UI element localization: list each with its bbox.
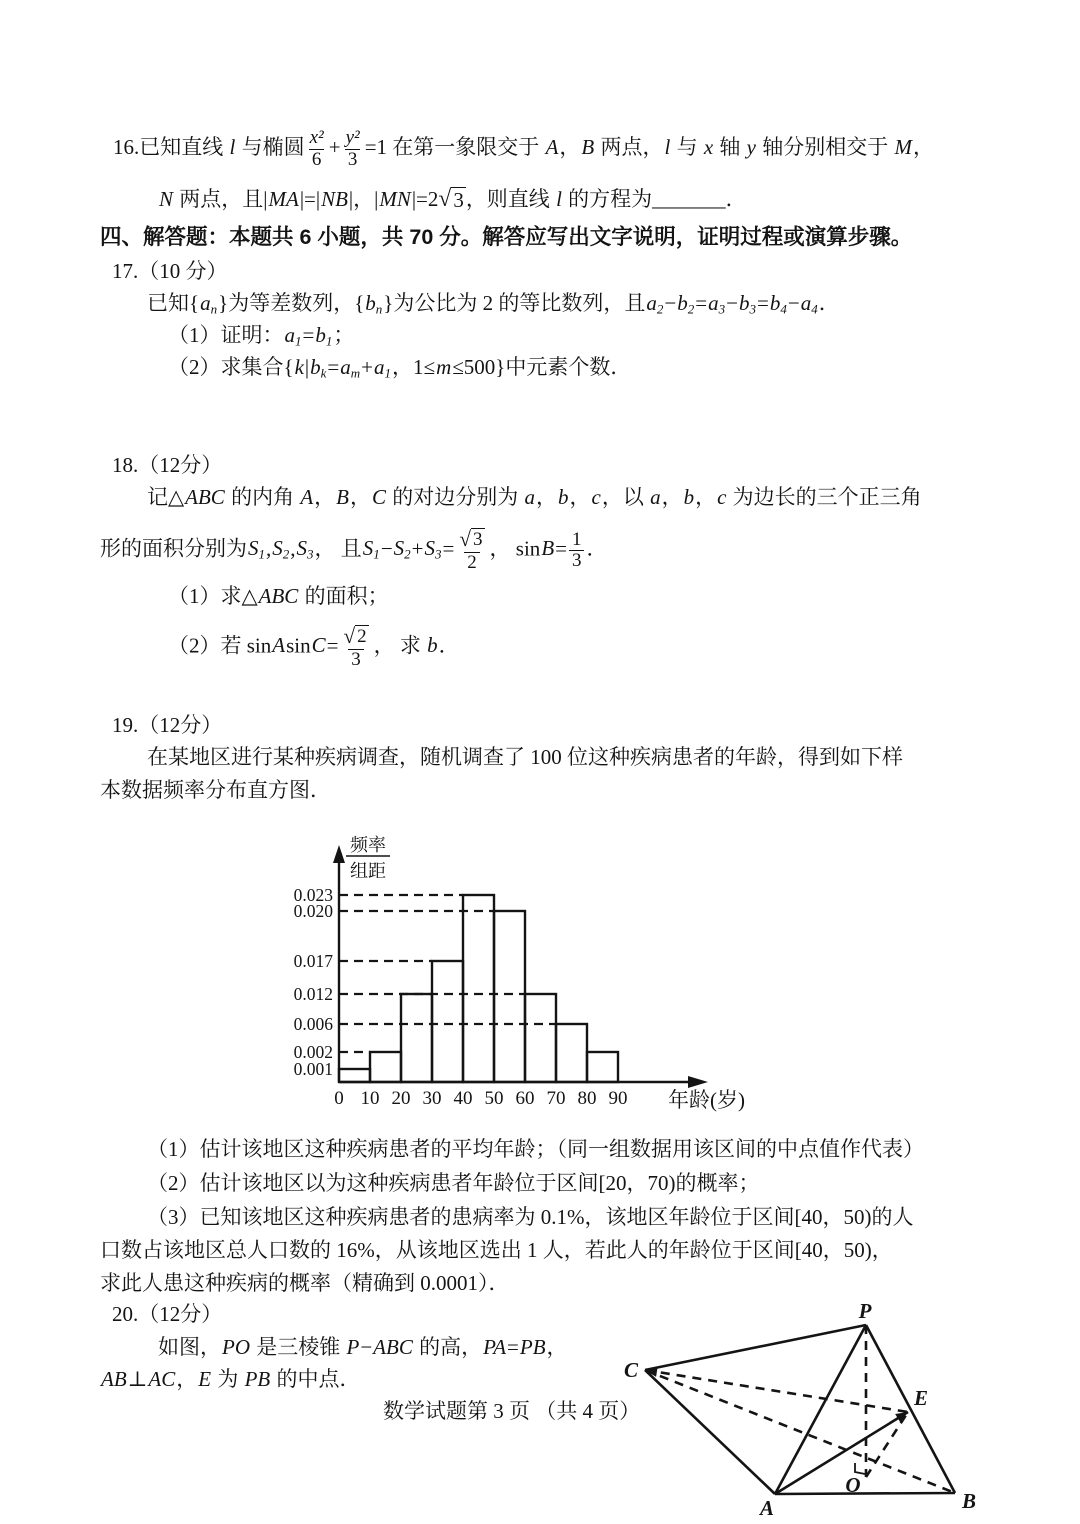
question-18-line-2: 形的面积分别为$S_1,S_2,S_3$， 且$S_1-S_2+S_3=$ √ 3 2 ， sinB= $\frac{1}{3}$ ．	[100, 527, 608, 573]
x-tick-label: 70	[546, 1088, 566, 1109]
x-tick-label: 10	[360, 1088, 380, 1109]
hist-bar-[40,50)	[463, 895, 494, 1082]
hist-bar-[80,90)	[587, 1052, 618, 1082]
x-tick-label: 60	[515, 1088, 535, 1109]
question-16-line-2: N 两点，且|MA|=|NB|，|MN|=2 √ 3 ，则直线 l 的方程为_______．	[159, 186, 747, 212]
edge-PB	[866, 1325, 955, 1493]
section-4-header: 四、解答题：本题共 6 小题，共 70 分。解答应写出文字说明，证明过程或演算步骤。	[100, 225, 913, 249]
edge-AP	[775, 1325, 866, 1494]
question-19-line-2: 本数据频率分布直方图．	[100, 778, 331, 802]
question-18-line-1: 记△ABC 的内角 A，B，C 的对边分别为 a，b，c，以 a，b，c 为边长的三个正三角	[147, 485, 922, 509]
question-17-header: 17.（10 分）	[112, 259, 228, 283]
hist-bar-[60,70)	[525, 994, 556, 1082]
hist-bar-[20,30)	[401, 994, 432, 1082]
hist-bar-[70,80)	[556, 1024, 587, 1082]
x-tick-label: 20	[391, 1088, 411, 1109]
y-tick-label: 0.020	[293, 901, 333, 921]
question-16-line-1: 16.已知直线 l 与椭圆 $\frac{\text{x²}}{6}$ + $\frac{\text{y²}}{3}$ =1 在第一象限交于 A，B 两点，l 与 x 轴 y 轴分别相交于 M，	[113, 127, 934, 170]
question-18-header: 18.（12分）	[112, 453, 223, 477]
x-tick-label: 30	[422, 1088, 442, 1109]
vertex-label-O: O	[845, 1473, 861, 1497]
page-footer: 数学试题第 3 页 （共 4 页）	[383, 1399, 641, 1423]
question-19-part-2: （2）估计该地区以为这种疾病患者年龄位于区间[20，70)的概率；	[147, 1171, 760, 1195]
hist-bar-[50,60)	[494, 911, 525, 1082]
x-tick-label: 80	[577, 1088, 597, 1109]
edge-CP	[645, 1325, 866, 1370]
x-axis-arrow	[688, 1076, 708, 1088]
y-tick-label: 0.001	[293, 1059, 333, 1079]
question-19-header: 19.（12分）	[112, 713, 223, 737]
question-18-part-2: （2）若 sinAsinC= √ 2 3 ， 求 b．	[168, 624, 460, 670]
y-axis-arrow	[333, 845, 345, 863]
vertex-label-A: A	[759, 1496, 775, 1520]
vertex-label-C: C	[623, 1358, 639, 1382]
vertex-label-B: B	[961, 1489, 977, 1513]
question-20-header: 20.（12分）	[112, 1302, 223, 1326]
vertex-label-P: P	[858, 1299, 872, 1323]
hist-bar-[10,20)	[370, 1052, 401, 1082]
x-tick-label: 40	[453, 1088, 473, 1109]
question-17-line-1: 已知$\{a_n\}$为等差数列，$\{b_n\}$为公比为 2 的等比数列，且$a_2-b_2=a_3-b_3=b_4-a_4$．	[147, 291, 840, 317]
y-tick-label: 0.017	[293, 951, 333, 971]
question-19-part-3-line-3: 求此人患这种疾病的概率（精确到 0.0001）．	[100, 1271, 510, 1295]
hist-bar-[30,40)	[432, 961, 463, 1082]
edge-CE-dashed	[645, 1370, 908, 1412]
question-19-line-1: 在某地区进行某种疾病调查，随机调查了 100 位这种疾病患者的年龄，得到如下样	[147, 745, 903, 769]
x-tick-label: 0	[334, 1088, 344, 1109]
frequency-histogram	[280, 833, 760, 1123]
question-20-line-1: 如图，PO 是三棱锥 P−ABC 的高，PA=PB，	[158, 1335, 568, 1359]
x-axis-label: 年龄(岁)	[668, 1088, 745, 1112]
x-tick-label: 50	[484, 1088, 504, 1109]
question-17-part-2: （2）求集合{$k|b_k=a_m+a_1$，1≤m≤500}中元素个数．	[168, 355, 632, 381]
x-tick-label: 90	[608, 1088, 628, 1109]
question-19-part-3-line-2: 口数占该地区总人口数的 16%，从该地区选出 1 人，若此人的年龄位于区间[40，50)，	[100, 1238, 893, 1262]
y-axis-label-denominator: 组距	[350, 861, 386, 881]
question-19-part-3-line-1: （3）已知该地区这种疾病患者的患病率为 0.1%，该地区年龄位于区间[40，50)的人	[147, 1205, 914, 1229]
hist-bar-[0,10)	[339, 1069, 370, 1082]
edge-AE	[775, 1412, 908, 1494]
edge-AB	[775, 1493, 955, 1494]
y-tick-label: 0.012	[293, 984, 333, 1004]
question-17-part-1: （1）证明：$a_1=b_1$；	[168, 323, 355, 349]
y-tick-label: 0.006	[293, 1014, 333, 1034]
question-19-part-1: （1）估计该地区这种疾病患者的平均年龄；（同一组数据用该区间的中点值作代表）	[147, 1137, 924, 1161]
y-axis-label-numerator: 频率	[350, 835, 386, 855]
question-20-line-2: AB⊥AC，E 为 PB 的中点．	[101, 1367, 361, 1391]
tetrahedron-figure	[615, 1288, 985, 1524]
question-18-part-1: （1）求△ABC 的面积；	[168, 584, 389, 608]
vertex-label-E: E	[913, 1386, 929, 1410]
edge-CB-dashed	[645, 1370, 955, 1493]
y-tick-label: 0.002	[293, 1042, 333, 1062]
y-tick-label: 0.023	[293, 885, 333, 905]
